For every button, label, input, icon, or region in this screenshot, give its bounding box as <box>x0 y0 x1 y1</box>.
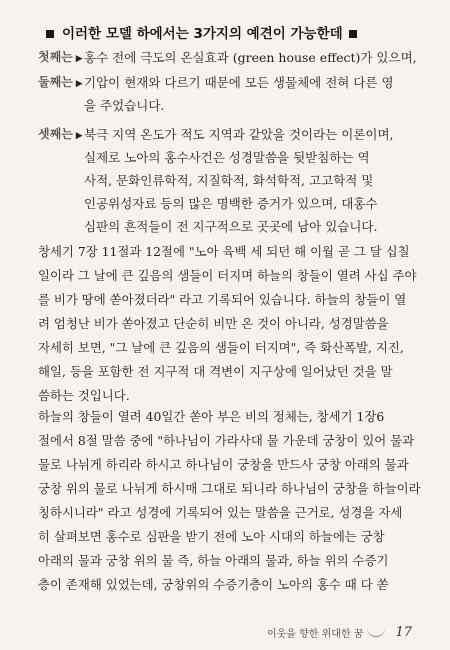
page-footer <box>267 625 412 640</box>
item-line: 심판의 흔적들이 전 지구적으로 곳곳에 남아 있습니다. <box>84 219 378 234</box>
item-line: 인공위성자료 등의 많은 명백한 증거가 있으며, 대홍수 <box>84 196 378 211</box>
triangle-right-icon: ▶ <box>75 54 83 64</box>
paragraph-line: 칭하시니라" 라고 성경에 기록되어 있는 말씀을 근거로, 성경을 자세 <box>38 505 403 520</box>
triangle-right-icon: ▶ <box>75 131 83 141</box>
triangle-right-icon: ▶ <box>75 79 83 89</box>
square-bullet-icon <box>349 30 357 38</box>
list-item <box>38 46 416 71</box>
paragraph-line: 자세히 보면, "그 날에 큰 깊음의 샘들이 터지며", 즉 화산폭발, 지진, <box>38 340 404 355</box>
item-label: 둘째는 <box>38 75 73 89</box>
paragraph-line: 층이 존재해 있었는데, 궁창위의 수증기층이 노아의 홍수 때 다 쏟 <box>38 577 389 592</box>
paragraph-line: 일이라 그 날에 큰 깊음의 샘들이 터지며 하늘의 창들이 열려 사십 주야 <box>38 268 417 283</box>
paragraph-line: 절에서 8절 말씀 중에 "하나님이 가라사대 물 가운데 궁창이 있어 물과 <box>38 433 415 448</box>
body-paragraph <box>38 240 416 408</box>
paragraph-line: 창세기 7장 11절과 12절에 "노아 육백 세 되던 해 이월 곧 그 달 십칠 <box>38 244 410 259</box>
book-title: 이웃을 향한 위대한 꿈 <box>266 629 364 640</box>
item-line: 실제로 노아의 홍수사건은 성경말씀을 뒷받침하는 역 <box>84 150 370 165</box>
paragraph-line: 를 비가 땅에 쏟아졌더라" 라고 기록되어 있습니다. 하늘의 창들이 열 <box>38 292 407 307</box>
paragraph-line: 려 엄청난 비가 쏟아졌고 단순히 비만 온 것이 아니라, 성경말씀을 <box>38 316 389 331</box>
paragraph-line: 해일, 등을 포함한 전 지구적 대 격변이 지구상에 일어났던 것을 말 <box>38 364 393 379</box>
paragraph-line: 아래의 물과 궁창 위의 물 즉, 하늘 아래의 물과, 하늘 위의 수증기 <box>38 553 389 568</box>
item-line: 기압이 현재와 다르기 때문에 모든 생물체에 전혀 다른 영 <box>84 75 394 90</box>
decorative-curl-icon <box>367 628 385 637</box>
item-line: 을 주었습니다. <box>84 98 165 113</box>
prediction-list <box>38 46 416 238</box>
section-header <box>40 22 410 42</box>
section-header-title: 이러한 모델 하에서는 3가지의 예견이 가능한데 <box>62 26 343 42</box>
paragraph-line: 하늘의 창들이 열려 40일간 쏟아 부은 비의 정체는, 창세기 1장6 <box>38 409 385 424</box>
item-line: 홍수 전에 극도의 온실효과 (green house effect)가 있으며, <box>84 50 417 65</box>
paragraph-line: 씀하는 것입니다. <box>38 388 130 403</box>
item-label: 셋째는 <box>38 127 73 141</box>
paragraph-line: 궁창 위의 물로 나뉘게 하시매 그대로 되니라 하나님이 궁창을 하늘이라 <box>38 481 421 496</box>
item-label: 첫째는 <box>38 50 73 64</box>
square-bullet-icon <box>46 30 54 38</box>
item-line: 사적, 문화인류학적, 지질학적, 화석학적, 고고학적 및 <box>84 173 374 188</box>
body-paragraph <box>38 405 421 597</box>
list-item <box>38 123 416 238</box>
paragraph-line: 히 살펴보면 홍수로 심판을 받기 전에 노아 시대의 하늘에는 궁창 <box>38 529 385 544</box>
list-item <box>38 71 416 117</box>
item-line: 북극 지역 온도가 적도 지역과 같았을 것이라는 이론이며, <box>84 127 394 142</box>
page-number: 17 <box>395 625 412 640</box>
paragraph-line: 물로 나뉘게 하리라 하시고 하나님이 궁창을 만드사 궁창 아래의 물과 <box>38 457 409 472</box>
